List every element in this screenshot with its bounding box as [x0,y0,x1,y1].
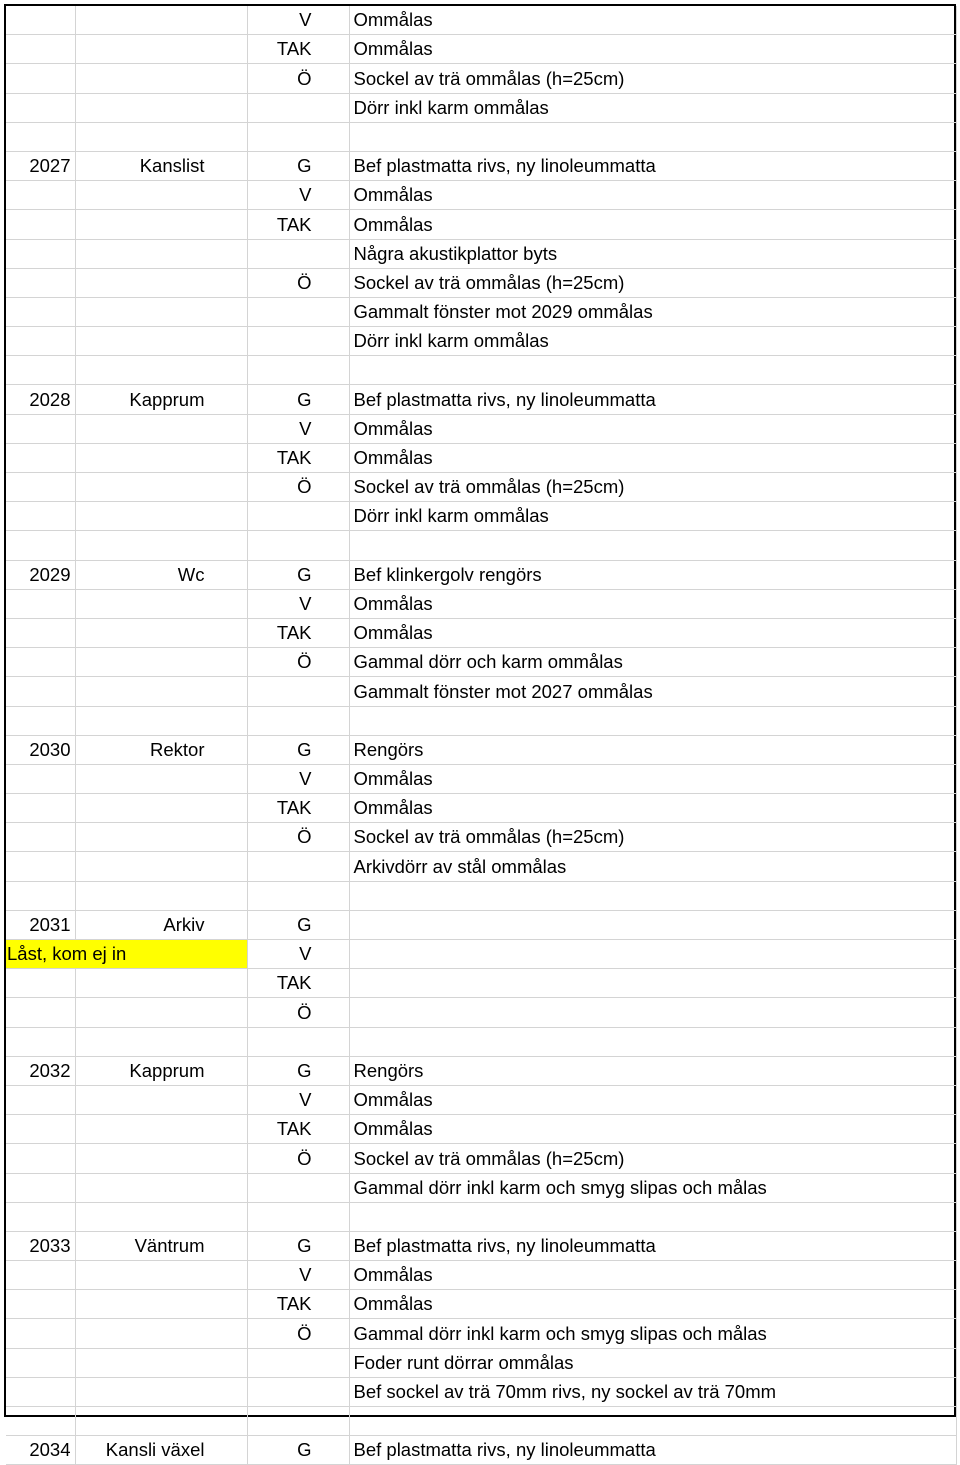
table-row [6,706,956,735]
table-row [6,443,956,472]
room-name: Kansli växel [75,1436,247,1465]
room-number [6,210,75,239]
room-number [6,327,75,356]
surface-code [247,1202,349,1231]
work-description: Foder runt dörrar ommålas [349,1348,956,1377]
room-number [6,64,75,93]
room-number [6,1202,75,1231]
surface-code: G [247,735,349,764]
work-description: Dörr inkl karm ommålas [349,327,956,356]
room-name [75,473,247,502]
room-number [6,6,75,35]
room-number [6,794,75,823]
surface-code: Ö [247,268,349,297]
work-description: Ommålas [349,1290,956,1319]
room-number [6,1173,75,1202]
surface-code [247,1407,349,1436]
work-description: Sockel av trä ommålas (h=25cm) [349,268,956,297]
table-row [6,1261,956,1290]
surface-code: V [247,181,349,210]
room-name [75,239,247,268]
work-description [349,1202,956,1231]
table-row [6,969,956,998]
room-name [75,327,247,356]
work-description [349,706,956,735]
table-row [6,93,956,122]
room-name [75,764,247,793]
surface-code: G [247,1436,349,1465]
surface-code: V [247,940,349,969]
room-number [6,181,75,210]
work-description: Dörr inkl karm ommålas [349,93,956,122]
table-row [6,502,956,531]
room-number [6,1115,75,1144]
work-description: Ommålas [349,6,956,35]
surface-code: V [247,6,349,35]
table-row [6,356,956,385]
spreadsheet [4,4,956,1461]
surface-code: G [247,560,349,589]
table-row [6,297,956,326]
surface-code [247,1377,349,1406]
work-description [349,910,956,939]
table-row [6,122,956,151]
room-number [6,1290,75,1319]
work-description: Ommålas [349,1115,956,1144]
work-description: Bef sockel av trä 70mm rivs, ny sockel av trä 70mm [349,1377,956,1406]
table-row [6,239,956,268]
surface-code: Ö [247,473,349,502]
table-row [6,1348,956,1377]
room-number [6,239,75,268]
room-number [6,648,75,677]
table-row [6,385,956,414]
surface-code: Ö [247,823,349,852]
surface-code [247,93,349,122]
room-name [75,998,247,1027]
room-number [6,1319,75,1348]
work-description [349,1407,956,1436]
table-row [6,1056,956,1085]
room-number [6,414,75,443]
room-number [6,706,75,735]
renovation-table [6,6,957,1465]
room-number [6,93,75,122]
room-number [6,473,75,502]
room-number: 2032 [6,1056,75,1085]
work-description: Rengörs [349,1056,956,1085]
surface-code [247,531,349,560]
table-row [6,1144,956,1173]
table-row [6,1436,956,1465]
room-number [6,589,75,618]
room-name: Väntrum [75,1231,247,1260]
room-number [6,998,75,1027]
work-description [349,940,956,969]
surface-code: Ö [247,1144,349,1173]
surface-code: V [247,764,349,793]
surface-code: Ö [247,1319,349,1348]
surface-code: Ö [247,64,349,93]
room-name [75,93,247,122]
room-name [75,297,247,326]
table-row [6,6,956,35]
room-name [75,268,247,297]
table-row [6,618,956,647]
room-number [6,531,75,560]
surface-code: TAK [247,210,349,239]
room-name [75,823,247,852]
work-description: Ommålas [349,589,956,618]
room-name [75,677,247,706]
room-name: Kanslist [75,151,247,180]
table-row [6,735,956,764]
table-row [6,1231,956,1260]
room-name [75,881,247,910]
table-row [6,35,956,64]
work-description: Gammal dörr och karm ommålas [349,648,956,677]
surface-code: Ö [247,998,349,1027]
work-description: Sockel av trä ommålas (h=25cm) [349,1144,956,1173]
room-name: Wc [75,560,247,589]
work-description [349,881,956,910]
room-name [75,706,247,735]
table-row [6,940,956,969]
room-name: Kapprum [75,385,247,414]
work-description: Bef plastmatta rivs, ny linoleummatta [349,151,956,180]
room-number [6,1027,75,1056]
room-name: Rektor [75,735,247,764]
surface-code: V [247,1261,349,1290]
room-number [6,1144,75,1173]
table-row [6,210,956,239]
room-name [75,356,247,385]
surface-code: Ö [247,648,349,677]
table-row [6,327,956,356]
table-row [6,677,956,706]
room-number [6,297,75,326]
surface-code [247,502,349,531]
surface-code: TAK [247,1290,349,1319]
table-row [6,181,956,210]
room-number [6,618,75,647]
table-row [6,1407,956,1436]
room-name [75,1027,247,1056]
room-name [75,852,247,881]
table-row [6,589,956,618]
work-description: Ommålas [349,1261,956,1290]
room-number [6,502,75,531]
room-name [75,969,247,998]
work-description: Ommålas [349,35,956,64]
surface-code [247,1348,349,1377]
room-number [6,1085,75,1114]
surface-code [247,1027,349,1056]
work-description [349,1027,956,1056]
table-row [6,1085,956,1114]
room-name [75,1377,247,1406]
work-description: Dörr inkl karm ommålas [349,502,956,531]
table-body [6,6,956,1465]
surface-code: TAK [247,618,349,647]
room-name [75,210,247,239]
room-name [75,122,247,151]
work-description: Gammalt fönster mot 2029 ommålas [349,297,956,326]
surface-code: TAK [247,1115,349,1144]
surface-code [247,706,349,735]
room-name [75,648,247,677]
table-row [6,64,956,93]
room-name [75,1319,247,1348]
table-row [6,764,956,793]
work-description: Arkivdörr av stål ommålas [349,852,956,881]
surface-code [247,852,349,881]
room-number [6,1348,75,1377]
room-name [75,618,247,647]
work-description: Bef plastmatta rivs, ny linoleummatta [349,385,956,414]
table-row [6,1377,956,1406]
work-description: Rengörs [349,735,956,764]
work-description: Ommålas [349,618,956,647]
room-number [6,969,75,998]
room-name [75,1261,247,1290]
work-description: Bef klinkergolv rengörs [349,560,956,589]
work-description: Bef plastmatta rivs, ny linoleummatta [349,1231,956,1260]
room-name: Arkiv [75,910,247,939]
table-row [6,881,956,910]
surface-code [247,297,349,326]
room-number [6,852,75,881]
table-row [6,473,956,502]
room-name [75,1290,247,1319]
work-description: Gammal dörr inkl karm och smyg slipas och målas [349,1319,956,1348]
room-number [6,356,75,385]
room-name [75,1348,247,1377]
work-description [349,531,956,560]
surface-code: V [247,414,349,443]
surface-code [247,122,349,151]
room-number [6,35,75,64]
work-description: Ommålas [349,764,956,793]
surface-code: G [247,910,349,939]
surface-code: TAK [247,969,349,998]
work-description: Sockel av trä ommålas (h=25cm) [349,473,956,502]
room-number [6,677,75,706]
room-number: 2033 [6,1231,75,1260]
room-number: 2030 [6,735,75,764]
room-name [75,414,247,443]
surface-code: G [247,385,349,414]
table-row [6,560,956,589]
room-number [6,1261,75,1290]
surface-code: G [247,1056,349,1085]
table-row [6,823,956,852]
work-description: Gammal dörr inkl karm och smyg slipas och målas [349,1173,956,1202]
room-name [75,589,247,618]
room-number [6,122,75,151]
surface-code: V [247,1085,349,1114]
table-row [6,151,956,180]
table-row [6,1202,956,1231]
table-row [6,794,956,823]
room-name [75,1085,247,1114]
surface-code: G [247,1231,349,1260]
surface-code: TAK [247,35,349,64]
table-row [6,852,956,881]
table-row [6,1115,956,1144]
room-number: 2031 [6,910,75,939]
room-number: 2028 [6,385,75,414]
room-number [6,881,75,910]
table-row [6,910,956,939]
room-name [75,35,247,64]
surface-code [247,356,349,385]
table-row [6,1173,956,1202]
surface-code [247,327,349,356]
work-description [349,122,956,151]
room-name [75,6,247,35]
work-description: Några akustikplattor byts [349,239,956,268]
room-number: 2029 [6,560,75,589]
room-number [6,443,75,472]
room-name [75,794,247,823]
work-description: Sockel av trä ommålas (h=25cm) [349,64,956,93]
room-name [75,531,247,560]
work-description: Ommålas [349,794,956,823]
room-name [75,1407,247,1436]
table-row [6,268,956,297]
surface-code: G [247,151,349,180]
work-description: Gammalt fönster mot 2027 ommålas [349,677,956,706]
work-description: Ommålas [349,210,956,239]
work-description: Ommålas [349,1085,956,1114]
room-name [75,64,247,93]
work-description: Ommålas [349,443,956,472]
room-number [6,268,75,297]
room-number [6,1377,75,1406]
work-description: Bef plastmatta rivs, ny linoleummatta [349,1436,956,1465]
surface-code [247,881,349,910]
surface-code: V [247,589,349,618]
room-name [75,502,247,531]
work-description [349,356,956,385]
room-number [6,823,75,852]
room-number: 2027 [6,151,75,180]
work-description [349,998,956,1027]
room-name [75,1202,247,1231]
work-description [349,969,956,998]
table-row [6,998,956,1027]
table-row [6,531,956,560]
surface-code [247,239,349,268]
room-number [6,1407,75,1436]
table-row [6,414,956,443]
table-row [6,1290,956,1319]
surface-code: TAK [247,794,349,823]
room-name [75,181,247,210]
surface-code [247,1173,349,1202]
room-name [75,1115,247,1144]
table-row [6,1027,956,1056]
work-description: Ommålas [349,181,956,210]
room-number: 2034 [6,1436,75,1465]
room-number [6,764,75,793]
status-note: Låst, kom ej in [6,940,247,969]
work-description: Ommålas [349,414,956,443]
surface-code [247,677,349,706]
room-name: Kapprum [75,1056,247,1085]
surface-code: TAK [247,443,349,472]
table-row [6,1319,956,1348]
table-row [6,648,956,677]
room-name [75,1173,247,1202]
room-name [75,1144,247,1173]
work-description: Sockel av trä ommålas (h=25cm) [349,823,956,852]
room-name [75,443,247,472]
